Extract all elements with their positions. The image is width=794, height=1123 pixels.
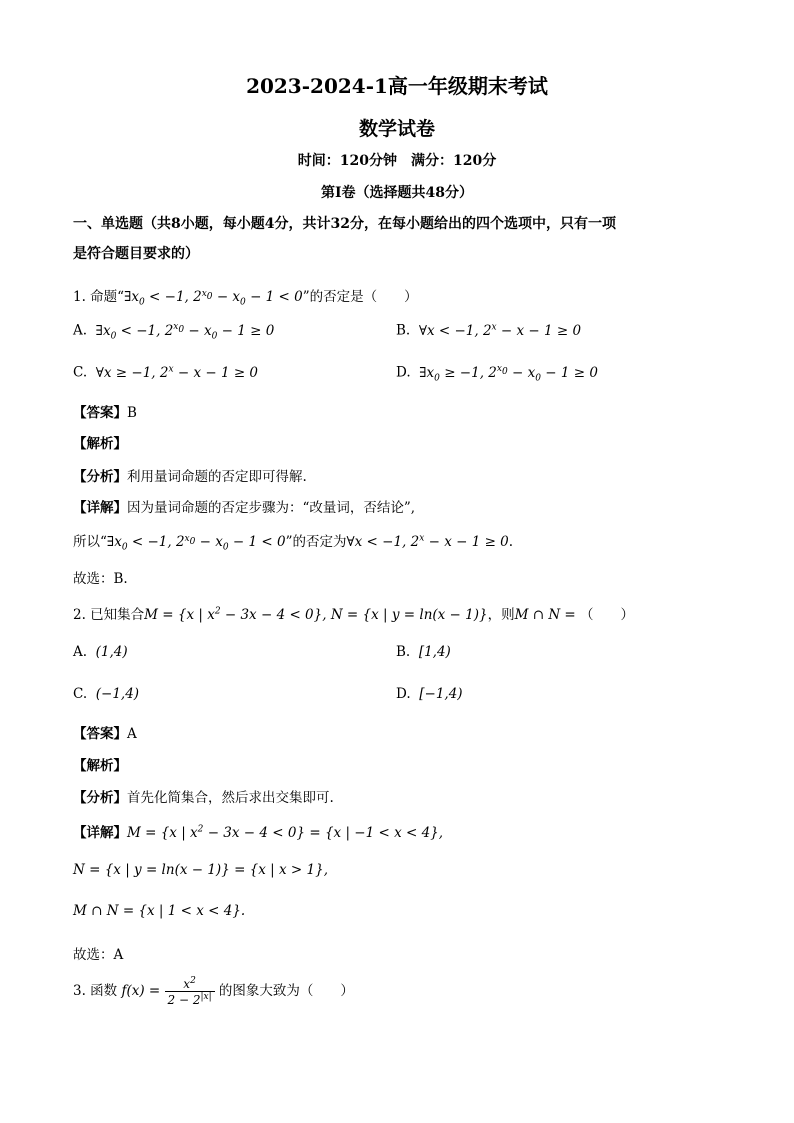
q2-stem: 2. 已知集合M = {x | $x^2 - 3x - 4 < 0$}, N = {x | y = ln(x − 1)}，则M ∩ N = （ ） <box>73 606 635 623</box>
section-heading-line1: 一、单选题（共8小题，每小题4分，共计32分，在每小题给出的四个选项中，只有一项 <box>73 216 616 232</box>
q1-analysis-tag: 【解析】 <box>73 436 127 452</box>
q2-conclusion: 故选：A <box>73 947 124 963</box>
q2-option-a: A. (1,4) <box>73 644 128 660</box>
q2-fenxi: 【分析】首先化简集合，然后求出交集即可. <box>73 790 334 806</box>
q2-option-d: D. [−1,4) <box>396 686 463 702</box>
q3-stem: 3. 函数 f(x) = $\frac{x^2}{2 - 2^{|x|}}$ 的图象大致为（ ） <box>73 976 354 1007</box>
q1-stem: 1. 命题“$\exists x_0 < -1$, $2^{x_0} - x_0 - 1 < 0$”的否定是（ ） <box>73 288 418 308</box>
exam-subject: 数学试卷 <box>358 118 435 140</box>
q2-intersection: M ∩ N = {x | 1 < x < 4}. <box>73 903 246 919</box>
q2-option-c: C. (−1,4) <box>73 686 140 702</box>
q3-fraction: $\frac{x^2}{2 - 2^{|x|}}$ <box>165 976 215 1007</box>
q2-set-n: N = {x | y = ln(x − 1)} = {x | x > 1}, <box>73 862 328 878</box>
q2-answer: 【答案】A <box>73 726 137 742</box>
q1-xiangjie: 【详解】因为量词命题的否定步骤为：“改量词，否结论”, <box>73 500 416 516</box>
q1-fenxi: 【分析】利用量词命题的否定即可得解. <box>73 469 307 485</box>
q2-analysis-tag: 【解析】 <box>73 758 127 774</box>
q2-xiangjie: 【详解】M = {x | $x^2 - 3x - 4 < 0\} = \{x$ | −1 < x < 4}, <box>73 824 444 841</box>
exam-title: 2023-2024-1高一年级期末考试 <box>246 74 548 98</box>
exam-meta: 时间：120分钟 满分：120分 <box>297 153 497 169</box>
volume-heading: 第Ⅰ卷（选择题共48分） <box>320 185 474 201</box>
q2-option-b: B. [1,4) <box>396 644 451 660</box>
q1-option-b: B. ∀x < −1, $2^x - x - 1 \ge 0$ <box>396 322 582 339</box>
q1-conclusion: 故选：B. <box>73 571 128 587</box>
q1-option-c: C. ∀x ≥ −1, $2^x - x - 1 \ge 0$ <box>73 364 259 381</box>
section-heading-line2: 是符合题目要求的） <box>73 246 199 262</box>
q1-negation-line: 所以“$\exists x_0 < -1$, $2^{x_0} - x_0 - 1 < 0$”的否定为∀x < −1, $2^x - x - 1 \ge 0$. <box>73 533 514 553</box>
q1-answer: 【答案】B <box>73 405 137 421</box>
q1-option-d: D. $\exists x_0 \ge -1$, $2^{x_0} - x_0 - 1 \ge 0$ <box>396 364 598 384</box>
q1-option-a: A. $\exists x_0 < -1$, $2^{x_0} - x_0 - 1 \ge 0$ <box>73 322 275 342</box>
